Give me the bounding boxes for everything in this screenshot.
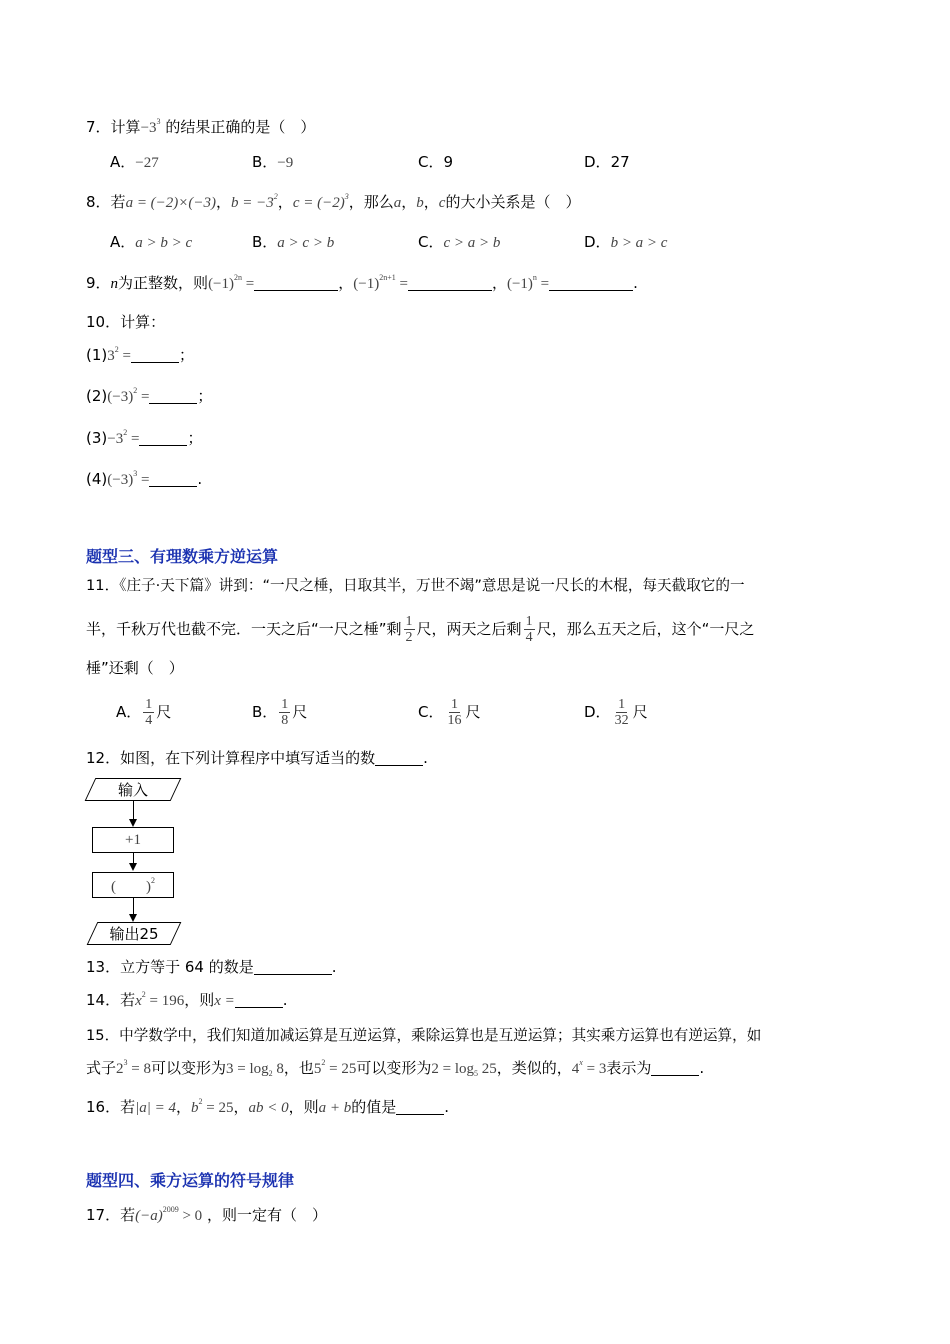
q16-blank[interactable] bbox=[396, 1099, 444, 1115]
q9-stem: 9．n为正整数，则$(-1)^{2n}$ = ，$(-1)^{2n+1}$ = ，$(-1)^n$ = . bbox=[86, 273, 638, 292]
q17-stem: 17．若$(-a)^{2009} > 0$ ，则一定有（ ） bbox=[86, 1205, 327, 1224]
q11-option-b[interactable]: B． $\frac{1}{8}$ 尺 bbox=[252, 697, 308, 728]
flowchart bbox=[84, 776, 194, 946]
q7-option-d[interactable]: D．27 bbox=[584, 153, 630, 171]
q11-option-a[interactable]: A． $\frac{1}{4}$ 尺 bbox=[116, 697, 172, 728]
q11-line-2: 半，千秋万代也截不完．一天之后“一尺之棰”剩 $\frac{1}{2}$ 尺，两天之后剩 $\frac{1}{4}$ 尺，那么五天之后，这个“一尺之 bbox=[86, 614, 755, 645]
flow-step-add-one: +1 bbox=[92, 827, 174, 853]
q8-option-a[interactable]: A．a > b > c bbox=[110, 233, 193, 251]
q8-option-c[interactable]: C．c > a > b bbox=[418, 233, 501, 251]
q7-option-b[interactable]: B．−9 bbox=[252, 153, 294, 171]
q9-blank-2[interactable] bbox=[408, 275, 492, 291]
q8-option-d[interactable]: D．b > a > c bbox=[584, 233, 668, 251]
q10-blank-2[interactable] bbox=[149, 388, 197, 404]
q10-item-1: $(1)3^2$ = ； bbox=[86, 345, 194, 364]
q10-item-3: $(3)-3^2$ = ； bbox=[86, 428, 203, 447]
flow-arrow bbox=[129, 863, 137, 871]
q12-stem: 12．如图，在下列计算程序中填写适当的数 . bbox=[86, 749, 428, 767]
q11-fraction-quarter: $\frac{1}{4}$ bbox=[525, 614, 533, 645]
q11-option-d[interactable]: D． $\frac{1}{32}$ 尺 bbox=[584, 697, 648, 728]
q9-blank-3[interactable] bbox=[549, 275, 633, 291]
q7-option-c[interactable]: C．9 bbox=[418, 153, 454, 171]
flow-arrow bbox=[129, 914, 137, 922]
q10-item-2: $(2)(-3)^2$ = ； bbox=[86, 386, 213, 405]
q10-blank-4[interactable] bbox=[149, 471, 197, 487]
q11-fraction-half: $\frac{1}{2}$ bbox=[405, 614, 413, 645]
q9-blank-1[interactable] bbox=[254, 275, 338, 291]
q10-blank-1[interactable] bbox=[131, 347, 179, 363]
q10-title: 10．计算： bbox=[86, 313, 166, 331]
q10-item-4: $(4)(-3)^3$ = . bbox=[86, 469, 203, 488]
q7-option-a[interactable]: A．−27 bbox=[110, 153, 159, 171]
q13-stem: 13．立方等于 64 的数是 . bbox=[86, 958, 337, 976]
q16-stem: 16．若|a| = 4，$b^2 = 25$，ab < 0，则a + b的值是 . bbox=[86, 1097, 450, 1116]
q8-option-b[interactable]: B．a > c > b bbox=[252, 233, 335, 251]
q12-blank[interactable] bbox=[375, 750, 423, 766]
flow-input: 输入 bbox=[90, 778, 176, 801]
flow-connector bbox=[133, 801, 134, 819]
section-heading-4: 题型四、乘方运算的符号规律 bbox=[86, 1171, 295, 1190]
q15-blank[interactable] bbox=[651, 1060, 699, 1076]
flow-step-square: ( )$^2$ bbox=[92, 872, 174, 898]
q11-option-c[interactable]: C． $\frac{1}{16}$ 尺 bbox=[418, 697, 481, 728]
q8-stem: 8．若a = (−2)×(−3)，$b = -3^2$，$c = (-2)^3$，那么a，b，c的大小关系是（ ） bbox=[86, 192, 581, 211]
q14-stem: 14．若$x^2 = 196$，则x = . bbox=[86, 990, 288, 1009]
q14-blank[interactable] bbox=[235, 992, 283, 1008]
q15-line-1: 15．中学数学中，我们知道加减运算是互逆运算，乘除运算也是互逆运算；其实乘方运算也有逆运算，如 bbox=[86, 1027, 762, 1044]
section-heading-3: 题型三、有理数乘方逆运算 bbox=[86, 547, 279, 566]
q7-stem: 7．计算$-3^3$ 的结果正确的是（ ） bbox=[86, 117, 316, 136]
q15-line-2: 式子$2^3 = 8$可以变形为$3 = \log_2 8$，也$5^2 = 25$可以变形为$2 = \log_5 25$，类似的，$4^x = 3$表示为 . bbox=[86, 1058, 705, 1078]
flow-output: 输出25 bbox=[92, 922, 176, 945]
q11-line-1: 11．《庄子·天下篇》讲到：“一尺之棰，日取其半，万世不竭”意思是说一尺长的木棍，每天截取它的一 bbox=[86, 577, 745, 594]
q13-blank[interactable] bbox=[254, 959, 332, 975]
q11-line-3: 棰”还剩（ ） bbox=[86, 659, 184, 677]
flow-connector bbox=[133, 898, 134, 914]
flow-arrow bbox=[129, 819, 137, 827]
flow-connector bbox=[133, 853, 134, 863]
q10-blank-3[interactable] bbox=[139, 430, 187, 446]
